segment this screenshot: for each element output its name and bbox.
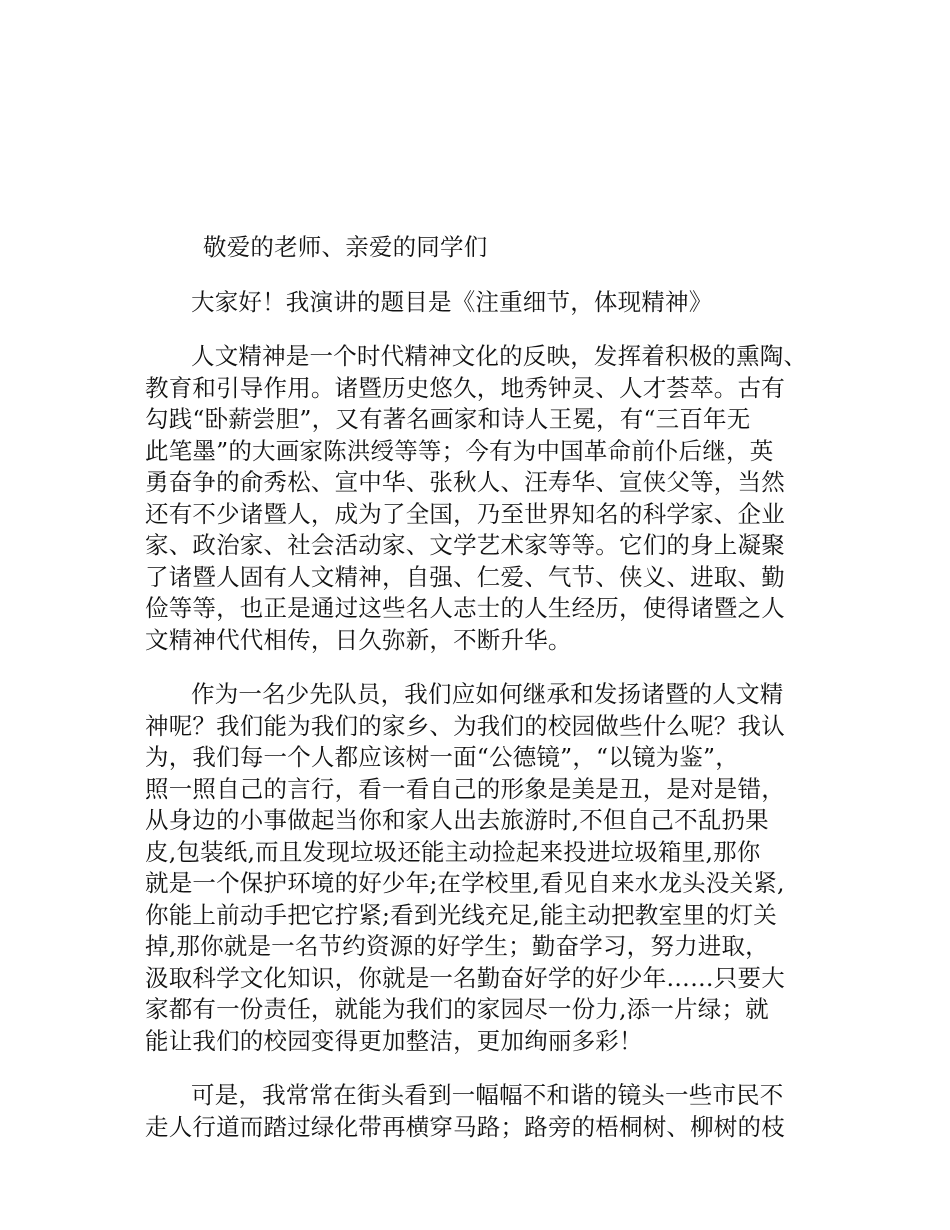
- text-line: 从身边的小事做起当你和家人出去旅游时,不但自己不乱扔果: [145, 806, 769, 834]
- text-line: 汲取科学文化知识，你就是一名勤奋好学的好少年……只要大: [145, 963, 785, 992]
- text-line: 还有不少诸暨人，成为了全国，乃至世界知名的科学家、企业: [145, 499, 785, 528]
- paragraph-humanistic-spirit: [145, 341, 830, 656]
- text-line: 掉,那你就是一名节约资源的好学生；勤奋学习，努力进取，: [145, 932, 769, 960]
- text-line: 人文精神是一个时代精神文化的反映，发挥着积极的熏陶、: [191, 342, 808, 370]
- text-line: 为，我们每一个人都应该树一面“公德镜”，“以镜为鉴”，: [145, 743, 739, 771]
- text-line: 家、政治家、社会活动家、文学艺术家等等。它们的身上凝聚: [145, 531, 785, 559]
- paragraph-young-pioneer: [145, 679, 830, 1057]
- text-line: 皮,包装纸,而且发现垃圾还能主动捡起来投进垃圾箱里,那你: [145, 837, 761, 866]
- text-line: 教育和引导作用。诸暨历史悠久，地秀钟灵、人才荟萃。古有: [145, 373, 785, 402]
- text-line: 此笔墨”的大画家陈洪绶等等；今有为中国革命前仆后继，英: [145, 436, 774, 465]
- text-line: 文精神代代相传，日久弥新，不断升华。: [145, 625, 572, 654]
- paragraph-street-scene: [145, 1080, 830, 1143]
- text-line: 照一照自己的言行，看一看自己的形象是美是丑，是对是错，: [145, 774, 785, 803]
- text-line: 家都有一份责任，就能为我们的家园尽一份力,添一片绿；就: [145, 995, 769, 1023]
- text-line: 俭等等，也正是通过这些名人志士的人生经历，使得诸暨之人: [145, 594, 785, 622]
- text-line: 能让我们的校园变得更加整洁，更加绚丽多彩！: [145, 1026, 643, 1055]
- paragraph-intro: [145, 287, 830, 319]
- greeting-line: 敬爱的老师、亲爱的同学们: [203, 233, 488, 261]
- document-body: [145, 232, 830, 1166]
- text-line: 作为一名少先队员，我们应如何继承和发扬诸暨的人文精: [191, 680, 784, 708]
- text-line: 你能上前动手把它拧紧;看到光线充足,能主动把教室里的灯关: [145, 900, 777, 929]
- text-line: 勾践“卧薪尝胆”，又有著名画家和诗人王冕，有“三百年无: [145, 405, 751, 433]
- text-line: 可是，我常常在街头看到一幅幅不和谐的镜头一些市民不: [191, 1081, 784, 1109]
- text-line: 了诸暨人固有人文精神，自强、仁爱、气节、侠义、进取、勤: [145, 562, 785, 591]
- text-line: 勇奋争的俞秀松、宣中华、张秋人、汪寿华、宣侠父等，当然: [145, 468, 785, 496]
- text-line: 走人行道而踏过绿化带再横穿马路；路旁的梧桐树、柳树的枝: [145, 1112, 785, 1141]
- text-line: 就是一个保护环境的好少年;在学校里,看见自来水龙头没关紧,: [145, 869, 785, 897]
- text-line: 大家好！我演讲的题目是《注重细节，体现精神》: [191, 287, 713, 316]
- text-line: 神呢？我们能为我们的家乡、为我们的校园做些什么呢？我认: [145, 711, 785, 740]
